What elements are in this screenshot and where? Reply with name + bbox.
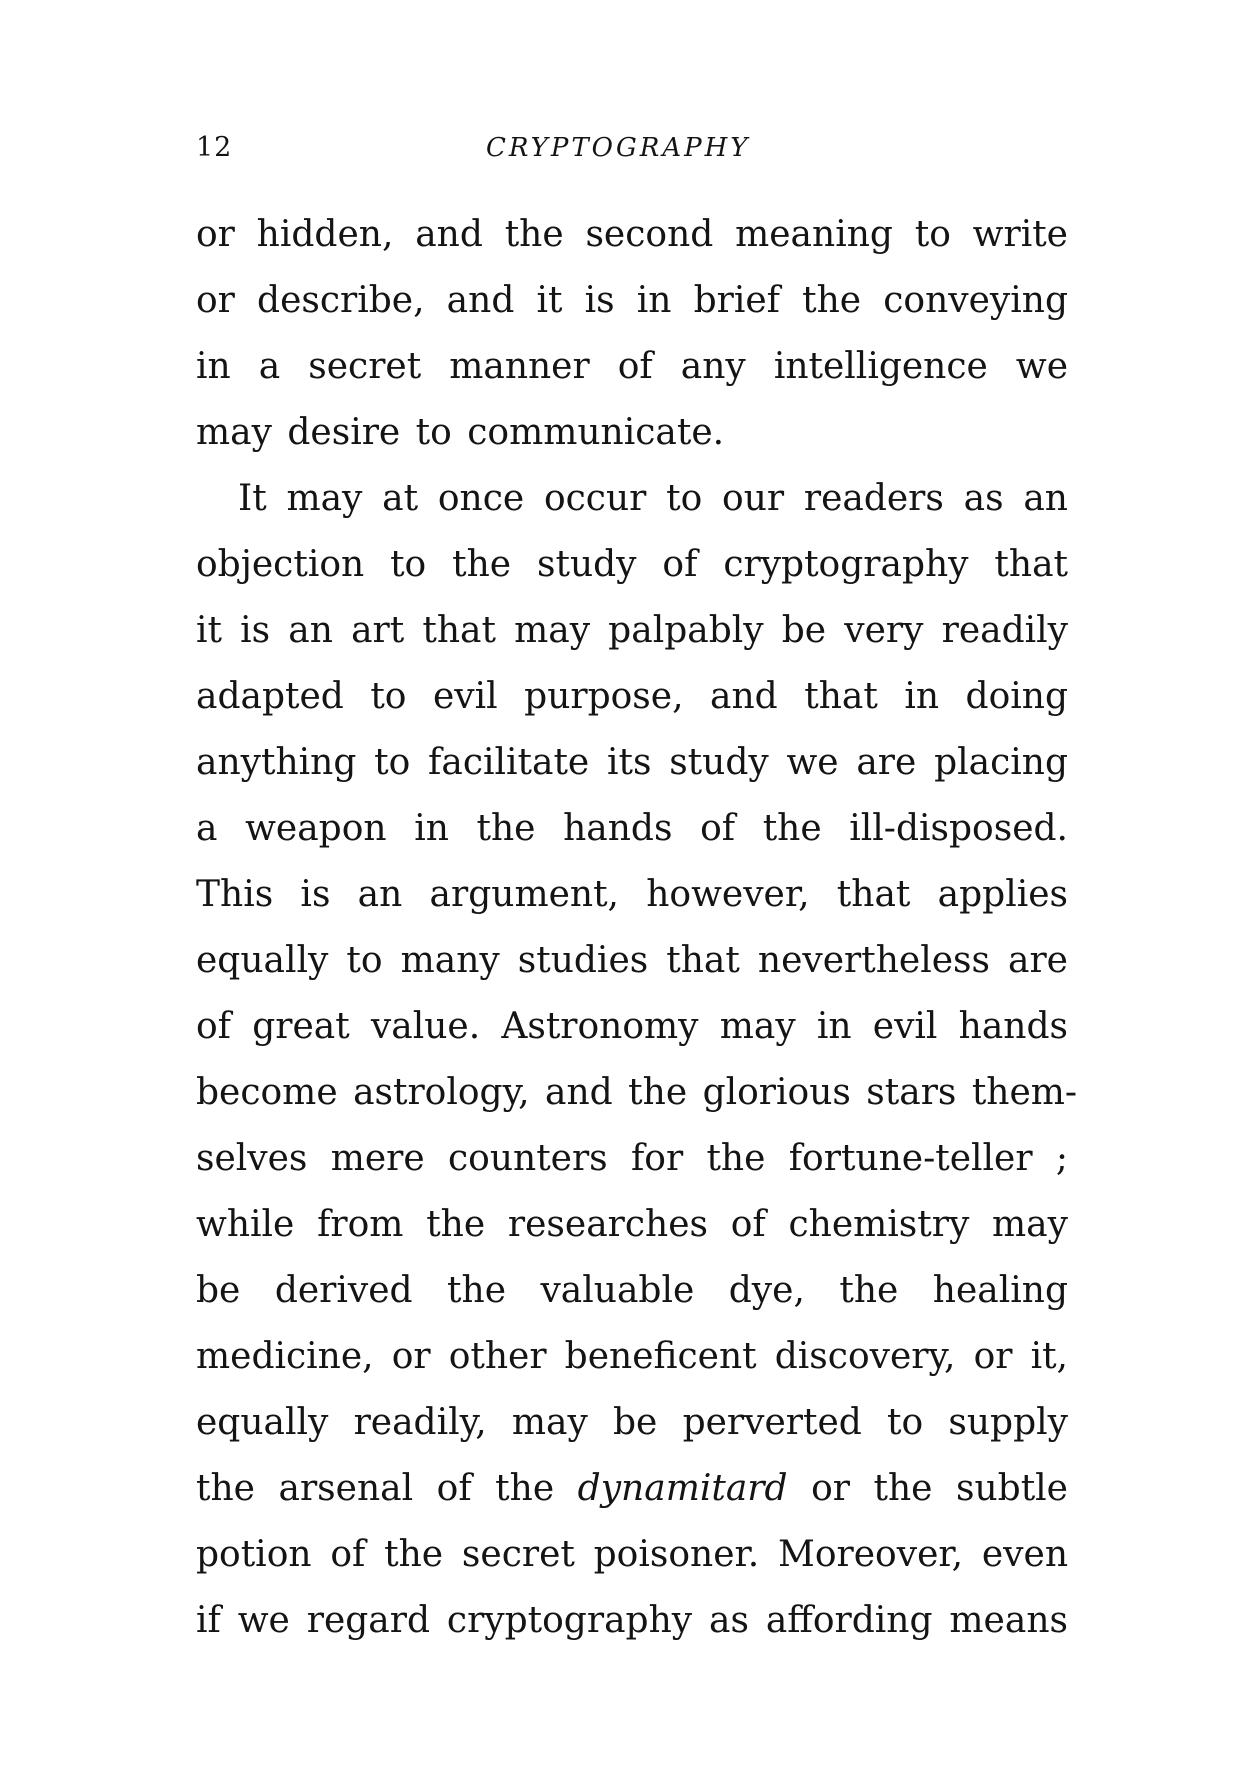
text-line: be derived the valuable dye, the healing xyxy=(196,1270,1068,1311)
text-line: if we regard cryptography as affording means xyxy=(196,1600,1068,1641)
text-line: potion of the secret poisoner. Moreover, even xyxy=(196,1534,1068,1575)
text-line: or hidden, and the second meaning to write xyxy=(196,214,1068,255)
text-line: objection to the study of cryptography that xyxy=(196,544,1068,585)
text-segment: or the subtle xyxy=(787,1468,1068,1509)
text-line: while from the researches of chemistry may xyxy=(196,1204,1068,1245)
text-line xyxy=(196,1456,1068,1522)
text-line: may desire to communicate. xyxy=(196,412,725,453)
text-line: medicine, or other beneficent discovery, or it, xyxy=(196,1336,1068,1377)
running-head xyxy=(196,128,1068,168)
italic-term: dynamitard xyxy=(577,1468,788,1509)
paragraph xyxy=(196,466,1078,1654)
body-text xyxy=(196,202,1078,1654)
text-line: in a secret manner of any intelligence we xyxy=(196,346,1068,387)
text-line: anything to facilitate its study we are placing xyxy=(196,742,1068,783)
page-number: 12 xyxy=(196,132,233,163)
text-segment: the arsenal of the xyxy=(196,1468,578,1509)
text-line: adapted to evil purpose, and that in doing xyxy=(196,676,1068,717)
running-title: CRYPTOGRAPHY xyxy=(486,133,751,163)
text-line: become astrology, and the glorious stars them- xyxy=(196,1072,1078,1113)
text-line: it is an art that may palpably be very readily xyxy=(196,610,1068,651)
text-line: It may at once occur to our readers as an xyxy=(238,478,1068,519)
text-line: of great value. Astronomy may in evil hands xyxy=(196,1006,1068,1047)
text-line: or describe, and it is in brief the conveying xyxy=(196,280,1068,321)
text-line: a weapon in the hands of the ill-disposed. xyxy=(196,808,1068,849)
text-line: equally readily, may be perverted to supply xyxy=(196,1402,1068,1443)
paragraph xyxy=(196,202,1068,466)
text-line: equally to many studies that nevertheless are xyxy=(196,940,1068,981)
text-line: selves mere counters for the fortune-teller ; xyxy=(196,1138,1068,1179)
text-line: This is an argument, however, that applies xyxy=(196,874,1068,915)
